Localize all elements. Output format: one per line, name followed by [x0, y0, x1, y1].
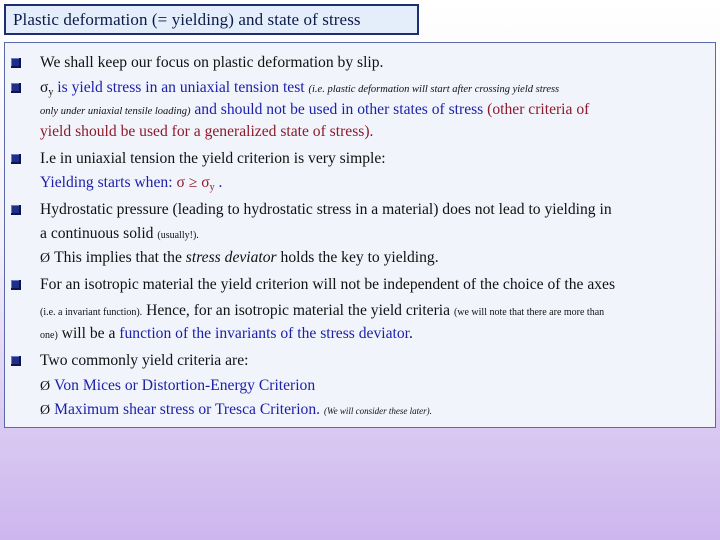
bullet-6-line-2	[40, 378, 315, 394]
tresca-criterion: Maximum shear stress or Tresca Criterion.	[54, 401, 321, 418]
hence-text: Hence, for an isotropic material the yield criteria	[142, 302, 454, 319]
stress-deviator-term: stress deviator	[185, 249, 277, 266]
one-note: one)	[40, 330, 58, 341]
bullet-5-line-1: For an isotropic material the yield criterion will not be independent of the choice of the axes	[40, 276, 616, 293]
bullet-4-line-3	[40, 250, 439, 266]
subscript-y: y	[48, 87, 54, 98]
slide-title: Plastic deformation (= yielding) and state of stress	[13, 9, 361, 29]
bullet-icon	[11, 83, 21, 93]
bullet-5-line-2	[40, 303, 604, 319]
other-criteria-text: (other criteria of	[487, 101, 590, 118]
holds-key-text: holds the key to yielding.	[276, 249, 439, 266]
invariants-phrase: function of the invariants of the stress deviator	[119, 325, 409, 342]
bullet-icon	[11, 205, 21, 215]
bullet-1-text: We shall keep our focus on plastic deformation by slip.	[40, 54, 384, 71]
arrow-bullet-icon: Ø	[40, 403, 51, 418]
consider-later-note: (We will consider these later).	[323, 406, 432, 416]
period: .	[409, 325, 413, 342]
yielding-starts-label: Yielding starts when:	[40, 174, 177, 191]
yield-note: (i.e. plastic deformation will start after crossing yield stress	[308, 84, 560, 95]
not-used-text: and should not be used in other states of stress	[190, 101, 488, 118]
arrow-bullet-icon: Ø	[40, 379, 51, 394]
arrow-bullet-icon: Ø	[40, 251, 51, 266]
invariant-note: (i.e. a invariant function).	[40, 307, 143, 318]
content-box	[4, 42, 716, 428]
more-than-note: (we will note that there are more than	[453, 307, 605, 318]
sigma-symbol: σ	[176, 174, 185, 191]
subscript-y: y	[209, 182, 215, 193]
usually-note: (usually!).	[157, 230, 199, 241]
bullet-6-line-3	[40, 402, 432, 418]
von-mises-criterion: Von Mices or Distortion-Energy Criterion	[54, 377, 316, 394]
bullet-6-line-1: Two commonly yield criteria are:	[40, 352, 249, 369]
bullet-3-line-1: I.e in uniaxial tension the yield criterion is very simple:	[40, 150, 386, 167]
bullet-4-line-1: Hydrostatic pressure (leading to hydrostatic stress in a material) does not lead to yielding in	[40, 201, 612, 218]
yield-note-continued: only under uniaxial tensile loading)	[40, 106, 191, 117]
bullet-3-line-2	[40, 175, 222, 193]
bullet-4-line-2	[40, 226, 199, 242]
bullet-2-line-2	[40, 102, 589, 118]
sigma-y-symbol: σ	[201, 174, 210, 191]
sigma-symbol: σ	[40, 79, 49, 96]
bullet-2-line-3: yield should be used for a generalized state of stress).	[40, 123, 374, 140]
bullet-icon	[11, 280, 21, 290]
implies-text: This implies that the	[54, 249, 186, 266]
bullet-icon	[11, 356, 21, 366]
period: .	[214, 174, 223, 191]
bullet-5-line-3	[40, 326, 413, 342]
geq-symbol: ≥	[184, 174, 202, 191]
continuous-solid-text: a continuous solid	[40, 225, 158, 242]
yield-stress-text: is yield stress in an uniaxial tension test	[53, 79, 309, 96]
will-be-text: will be a	[57, 325, 120, 342]
bullet-icon	[11, 58, 21, 68]
bullet-icon	[11, 154, 21, 164]
slide-title-box	[4, 4, 419, 35]
bullet-2-line-1	[40, 80, 559, 98]
